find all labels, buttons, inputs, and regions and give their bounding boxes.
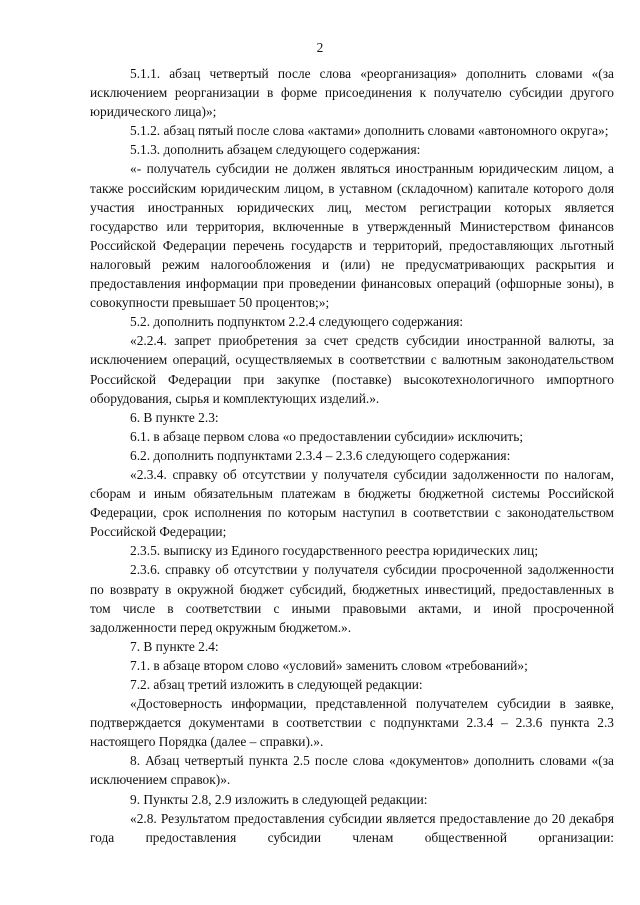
document-body [90, 64, 614, 847]
paragraph: 6.1. в абзаце первом слова «о предоставлении субсидии» исключить; [130, 428, 524, 444]
paragraph: 6.2. дополнить подпунктами 2.3.4 – 2.3.6 следующего содержания: [130, 447, 511, 463]
paragraph: 5.1.2. абзац пятый после слова «актами» дополнить словами «автономного округа»; [130, 123, 609, 139]
page-number: 2 [316, 40, 324, 55]
paragraph: 5.1.3. дополнить абзацем следующего содержания: [130, 142, 421, 158]
paragraph: «2.2.4. запрет приобретения за счет средств субсидии иностранной валюты, за исключением операций, осуществляемых в соответствии с валютным законодательством Российской Федерации при закупке (поставке) высокотехнологичного импортного оборудования, сырья и комплектующих изделий.». [90, 333, 614, 406]
paragraph: 7. В пункте 2.4: [130, 638, 219, 654]
paragraph: 8. Абзац четвертый пункта 2.5 после слова «документов» дополнить словами «(за исключением справок)». [90, 753, 614, 788]
paragraph: 2.3.5. выписку из Единого государственного реестра юридических лиц; [130, 543, 539, 559]
paragraph: 5.1.1. абзац четвертый после слова «реорганизация» дополнить словами «(за исключением реорганизации в форме присоединения к получателю субсидии другого юридического лица)»; [90, 66, 614, 120]
paragraph: «2.8. Результатом предоставления субсидии является предоставление до 20 декабря года предоставления субсидии членам общественной организации: [90, 810, 614, 845]
paragraph: 6. В пункте 2.3: [130, 409, 219, 425]
paragraph: 5.2. дополнить подпунктом 2.2.4 следующего содержания: [130, 314, 464, 330]
paragraph: 9. Пункты 2.8, 2.9 изложить в следующей редакции: [130, 791, 428, 807]
paragraph: «- получатель субсидии не должен являться иностранным юридическим лицом, а также российским юридическим лицом, в уставном (складочном) капитале которого доля участия иностранных юридических лиц, местом регистрации которых является государство или территория, включенные в утвержденный Министерством финансов Российской Федерации перечень государств и территорий, предоставляющих льготный налоговый режим налогообложения и (или) не предусматривающих раскрытия и предоставления информации при проведении финансовых операций (офшорные зоны), в совокупности превышает 50 процентов;»; [90, 161, 614, 311]
paragraph: 7.2. абзац третий изложить в следующей редакции: [130, 677, 423, 692]
paragraph: «2.3.4. справку об отсутствии у получателя субсидии задолженности по налогам, сборам и иным обязательным платежам в бюджеты бюджетной системы Российской Федерации, срок исполнения по которым наступил в соответствии с законодательством Российской Федерации; [90, 466, 614, 540]
paragraph: 2.3.6. справку об отсутствии у получателя субсидии просроченной задолженности по возврату в окружной бюджет субсидий, бюджетных инвестиций, предоставленных в том числе в соответствии с иными правовыми актами, и иной просроченной задолженности перед окружным бюджетом.». [90, 562, 614, 635]
paragraph: 7.1. в абзаце втором слово «условий» заменить словом «требований»; [130, 657, 528, 673]
paragraph: «Достоверность информации, представленной получателем субсидии в заявке, подтверждается документами в соответствии с подпунктами 2.3.4 – 2.3.6 пункта 2.3 настоящего Порядка (далее – справки).». [90, 696, 614, 750]
